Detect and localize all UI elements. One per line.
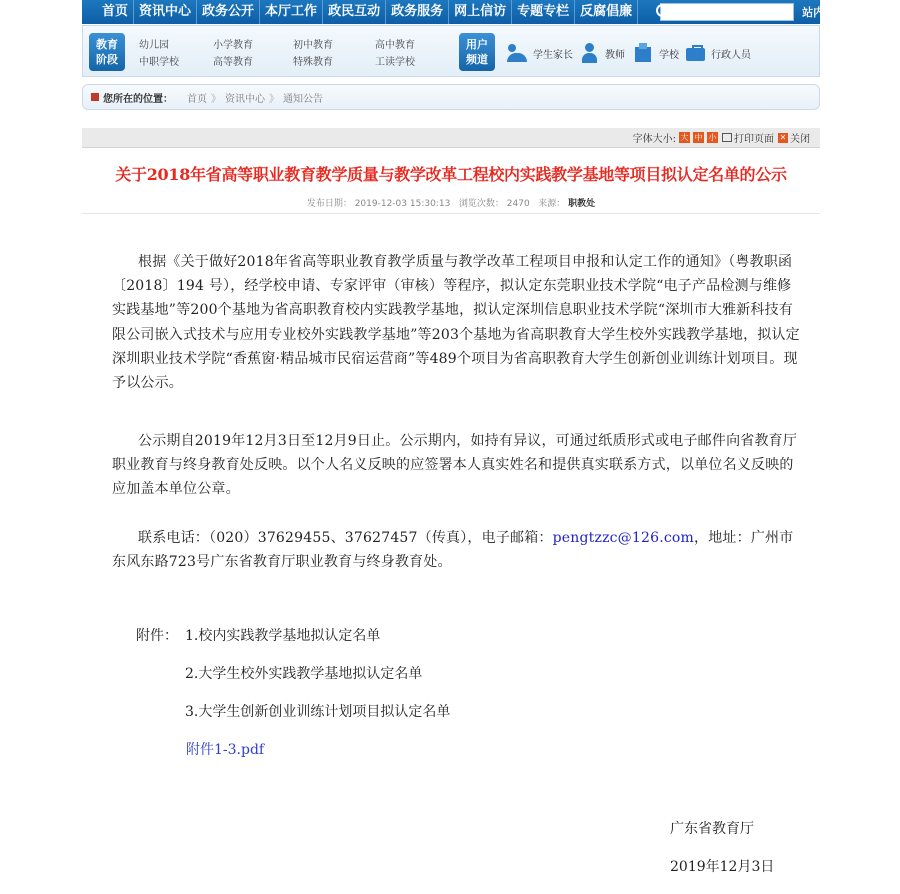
attachments-label: 附件： bbox=[136, 628, 178, 644]
nav-item-topics[interactable]: 专题专栏 bbox=[512, 0, 575, 24]
stage-link-special[interactable]: 特殊教育 bbox=[293, 57, 333, 68]
published-label: 发布日期： bbox=[306, 199, 352, 209]
school-icon bbox=[633, 43, 655, 63]
stage-link-kindergarten[interactable]: 幼儿园 bbox=[139, 40, 169, 51]
source-name: 职教处 bbox=[568, 199, 596, 209]
font-size-label: 字体大小: bbox=[632, 134, 676, 145]
font-size-medium-button[interactable]: 中 bbox=[694, 133, 703, 142]
breadcrumb-item-news[interactable]: 资讯中心 bbox=[225, 93, 265, 105]
stage-link-vocational[interactable]: 中职学校 bbox=[139, 57, 179, 68]
published-date: 2019-12-03 15:30:13 bbox=[354, 199, 451, 209]
stage-link-primary[interactable]: 小学教育 bbox=[213, 40, 253, 51]
nav-item-services[interactable]: 政务服务 bbox=[386, 0, 449, 24]
education-stage-badge-text: 教育 阶段 bbox=[96, 38, 118, 66]
attachment-file-link[interactable]: 附件1-3.pdf bbox=[186, 742, 265, 758]
article-toolbar bbox=[82, 128, 820, 148]
attachment-item-1: 1.校内实践教学基地拟认定名单 bbox=[185, 628, 381, 644]
attachment-item-3: 3.大学生创新创业训练计划项目拟认定名单 bbox=[185, 704, 451, 720]
signature-org: 广东省教育厅 bbox=[670, 821, 754, 837]
search-input[interactable] bbox=[660, 3, 794, 21]
close-button[interactable]: 关闭 bbox=[790, 134, 810, 145]
meta-divider bbox=[82, 213, 820, 214]
font-size-small-button[interactable]: 小 bbox=[708, 133, 717, 142]
user-link-teacher-label: 教师 bbox=[605, 49, 625, 61]
breadcrumb-item-notices[interactable]: 通知公告 bbox=[283, 93, 323, 105]
channel-band bbox=[82, 25, 820, 77]
breadcrumb bbox=[82, 84, 820, 110]
nav-item-interaction[interactable]: 政民互动 bbox=[323, 0, 386, 24]
top-navigation bbox=[82, 0, 847, 24]
views-label: 浏览次数： bbox=[458, 199, 504, 209]
breadcrumb-label: 您所在的位置： bbox=[103, 93, 173, 105]
breadcrumb-separator: 》 bbox=[269, 93, 279, 105]
contact-suffix: ，地址：广州市东风东路723号广东省教育厅职业教育与终身教育处。 bbox=[112, 530, 794, 571]
nav-item-gov-affairs[interactable]: 政务公开 bbox=[197, 0, 260, 24]
user-channel-badge-text: 用户 频道 bbox=[466, 38, 488, 66]
nav-item-anticorruption[interactable]: 反腐倡廉 bbox=[575, 0, 638, 24]
user-channel-badge bbox=[459, 33, 495, 71]
nav-item-home[interactable]: 首页 bbox=[82, 0, 134, 24]
source-label: 来源： bbox=[538, 199, 566, 209]
user-link-school-label: 学校 bbox=[659, 49, 679, 61]
views-count: 2470 bbox=[506, 199, 530, 209]
location-icon bbox=[91, 93, 99, 101]
user-link-admin-label: 行政人员 bbox=[711, 49, 751, 61]
contact-email-link[interactable]: pengtzzc@126.com bbox=[552, 530, 695, 546]
article-paragraph-2: 公示期自2019年12月3日至12月9日止。公示期内，如持有异议，可通过纸质形式或电子邮件向省教育厅职业教育与终身教育处反映。以个人名义反映的应签署本人真实姓名和提供真实联系方式，以单位名义反映的应加盖本单位公章。 bbox=[112, 433, 798, 498]
close-icon[interactable]: ✕ bbox=[779, 132, 787, 142]
breadcrumb-separator: 》 bbox=[211, 93, 221, 105]
article-paragraph-1: 根据《关于做好2018年省高等职业教育教学质量与教学改革工程项目申报和认定工作的通知》（粤教职函〔2018〕194 号），经学校申请、专家评审（审核）等程序，拟认定东莞职业技术学院“电子产品检测与维修实践基地”等200个基地为省高职教育校内实践教学基地，拟认定深圳信息职业技术学院“深圳市大雅新科技有限公司嵌入式技术与应用专业校外实践教学基地”等203个基地为省高职教育大学生校外实践教学基地，拟认定深圳职业技术学院“香蕉窗·精品城市民宿运营商”等489个项目为省高职教育大学生创新创业训练计划项目。现予以公示。 bbox=[112, 254, 800, 392]
nav-item-petition[interactable]: 网上信访 bbox=[449, 0, 512, 24]
attachment-item-2: 2.大学生校外实践教学基地拟认定名单 bbox=[185, 666, 423, 682]
stage-link-junior[interactable]: 初中教育 bbox=[293, 40, 333, 51]
stage-link-senior[interactable]: 高中教育 bbox=[375, 40, 415, 51]
user-link-parents-label: 学生家长 bbox=[533, 49, 573, 61]
user-link-school[interactable] bbox=[633, 43, 679, 63]
print-icon[interactable] bbox=[722, 133, 732, 142]
education-stage-badge bbox=[89, 33, 125, 71]
user-link-admin[interactable] bbox=[685, 43, 751, 63]
admin-icon bbox=[685, 43, 707, 63]
stage-link-reform[interactable]: 工读学校 bbox=[375, 57, 415, 68]
site-search-button[interactable]: 站内搜索 bbox=[802, 6, 847, 19]
font-size-large-button[interactable]: 大 bbox=[680, 133, 689, 142]
parents-icon bbox=[507, 43, 529, 63]
user-link-teacher[interactable] bbox=[579, 43, 625, 63]
contact-prefix: 联系电话：（020）37629455、37627457（传真），电子邮箱： bbox=[138, 530, 553, 546]
signature-date: 2019年12月3日 bbox=[670, 859, 775, 875]
stage-link-higher[interactable]: 高等教育 bbox=[213, 57, 253, 68]
user-link-parents[interactable] bbox=[507, 43, 573, 63]
nav-item-dept-work[interactable]: 本厅工作 bbox=[260, 0, 323, 24]
teacher-icon bbox=[579, 43, 601, 63]
article-meta bbox=[82, 196, 820, 209]
nav-item-news[interactable]: 资讯中心 bbox=[134, 0, 197, 24]
breadcrumb-item-home[interactable]: 首页 bbox=[187, 93, 207, 105]
print-page-button[interactable]: 打印页面 bbox=[734, 134, 774, 145]
article-title: 关于2018年省高等职业教育教学质量与教学改革工程校内实践教学基地等项目拟认定名单的公示 bbox=[115, 165, 787, 184]
article-paragraph-contact bbox=[112, 526, 802, 574]
